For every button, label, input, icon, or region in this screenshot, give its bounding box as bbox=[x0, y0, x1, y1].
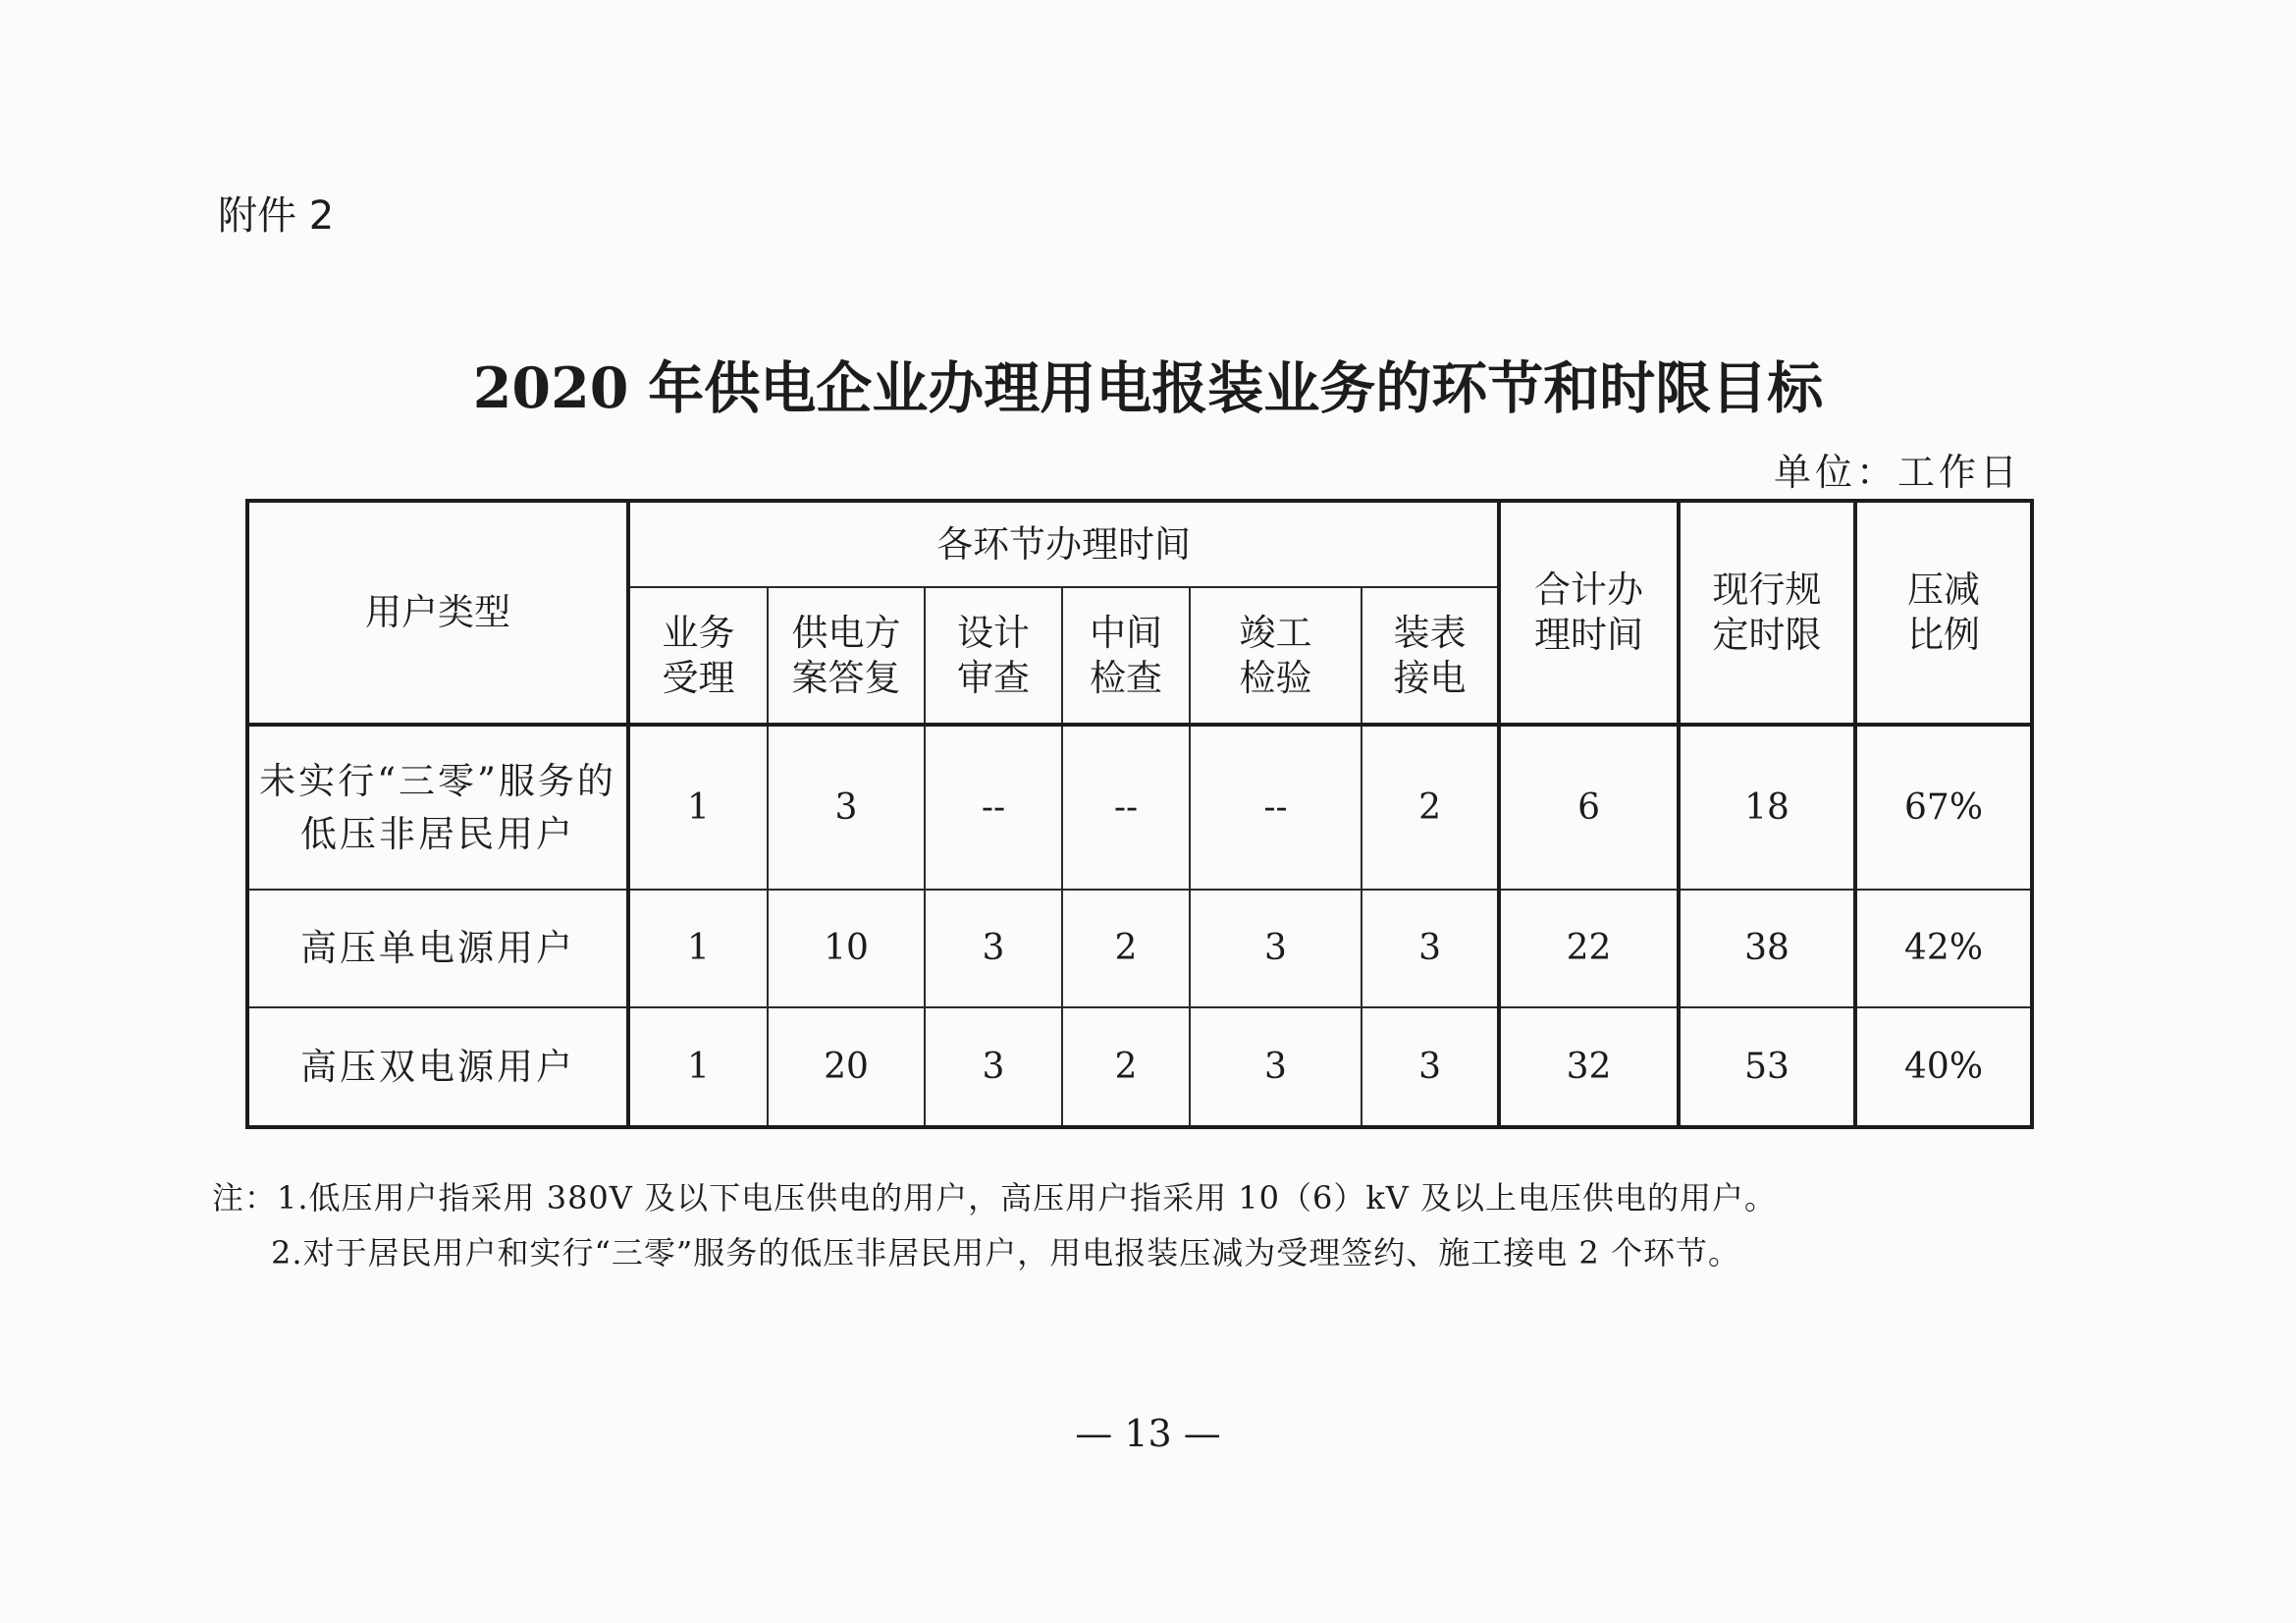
cell-reduction: 67% bbox=[1855, 725, 2032, 890]
header-regulation-line1: 现行规 bbox=[1712, 568, 1822, 611]
cell-regulation: 53 bbox=[1679, 1007, 1855, 1127]
header-step-acceptance-line1: 业务 bbox=[662, 611, 735, 654]
table-row bbox=[247, 725, 2032, 890]
cell-meter-connection: 3 bbox=[1362, 1007, 1499, 1127]
header-step-completion-inspection-line2: 检验 bbox=[1239, 656, 1312, 699]
table-row bbox=[247, 1007, 2032, 1127]
document-title: 2020 年供电企业办理用电报装业务的环节和时限目标 bbox=[472, 355, 1824, 421]
cell-total: 22 bbox=[1499, 890, 1679, 1007]
header-step-supply-plan-line1: 供电方 bbox=[791, 611, 901, 654]
cell-reduction: 42% bbox=[1855, 890, 2032, 1007]
header-step-completion-inspection bbox=[1190, 587, 1362, 725]
cell-acceptance: 1 bbox=[628, 725, 768, 890]
cell-design-review: 3 bbox=[925, 1007, 1062, 1127]
cell-regulation: 38 bbox=[1679, 890, 1855, 1007]
table-row bbox=[247, 890, 2032, 1007]
note-1: 注：1.低压用户指采用 380V 及以下电压供电的用户，高压用户指采用 10（6）kV 及以上电压供电的用户。 bbox=[212, 1179, 1777, 1217]
row-label bbox=[247, 725, 628, 890]
row-label-line1: 未实行“三零”服务的 bbox=[259, 759, 616, 802]
header-regulation-line2: 定时限 bbox=[1712, 614, 1822, 656]
cell-completion-inspection: 3 bbox=[1190, 1007, 1362, 1127]
cell-regulation: 18 bbox=[1679, 725, 1855, 890]
header-step-meter-connection-line1: 装表 bbox=[1393, 611, 1467, 654]
note-2: 2.对于居民用户和实行“三零”服务的低压非居民用户，用电报装压减为受理签约、施工接电 2 个环节。 bbox=[271, 1234, 1740, 1271]
header-step-supply-plan-line2: 案答复 bbox=[791, 656, 901, 699]
header-step-supply-plan bbox=[768, 587, 925, 725]
header-step-intermediate-check-line1: 中间 bbox=[1090, 611, 1162, 654]
header-steps-group: 各环节办理时间 bbox=[628, 501, 1499, 587]
header-reduction-line1: 压减 bbox=[1907, 568, 1981, 611]
cell-meter-connection: 2 bbox=[1362, 725, 1499, 890]
header-reduction-line2: 比例 bbox=[1907, 614, 1981, 656]
header-step-intermediate-check bbox=[1062, 587, 1190, 725]
cell-total: 6 bbox=[1499, 725, 1679, 890]
header-step-design-review-line2: 审查 bbox=[957, 656, 1030, 699]
unit-label: 单位：工作日 bbox=[1773, 451, 2021, 494]
cell-intermediate-check: 2 bbox=[1062, 1007, 1190, 1127]
cell-design-review: 3 bbox=[925, 890, 1062, 1007]
cell-design-review: -- bbox=[925, 725, 1062, 890]
page-number: — 13 — bbox=[1075, 1412, 1221, 1455]
header-step-meter-connection-line2: 接电 bbox=[1393, 656, 1467, 699]
cell-supply-plan: 10 bbox=[768, 890, 925, 1007]
header-step-intermediate-check-line2: 检查 bbox=[1090, 656, 1162, 699]
header-user-type: 用户类型 bbox=[247, 501, 628, 725]
header-total-line2: 理时间 bbox=[1534, 614, 1644, 656]
row-label: 高压单电源用户 bbox=[247, 890, 628, 1007]
header-step-completion-inspection-line1: 竣工 bbox=[1239, 611, 1312, 654]
row-label: 高压双电源用户 bbox=[247, 1007, 628, 1127]
header-row-1 bbox=[247, 501, 2032, 587]
row-label-line2: 低压非居民用户 bbox=[300, 812, 575, 855]
cell-completion-inspection: 3 bbox=[1190, 890, 1362, 1007]
notes bbox=[212, 1170, 1777, 1280]
cell-total: 32 bbox=[1499, 1007, 1679, 1127]
header-step-meter-connection bbox=[1362, 587, 1499, 725]
header-total-line1: 合计办 bbox=[1534, 568, 1644, 611]
header-total bbox=[1499, 501, 1679, 725]
header-step-acceptance-line2: 受理 bbox=[662, 656, 735, 699]
cell-intermediate-check: 2 bbox=[1062, 890, 1190, 1007]
cell-intermediate-check: -- bbox=[1062, 725, 1190, 890]
cell-meter-connection: 3 bbox=[1362, 890, 1499, 1007]
header-step-design-review-line1: 设计 bbox=[957, 611, 1030, 654]
header-reduction bbox=[1855, 501, 2032, 725]
cell-supply-plan: 20 bbox=[768, 1007, 925, 1127]
header-step-design-review bbox=[925, 587, 1062, 725]
cell-reduction: 40% bbox=[1855, 1007, 2032, 1127]
header-step-acceptance bbox=[628, 587, 768, 725]
cell-acceptance: 1 bbox=[628, 890, 768, 1007]
cell-supply-plan: 3 bbox=[768, 725, 925, 890]
cell-completion-inspection: -- bbox=[1190, 725, 1362, 890]
time-limit-table bbox=[245, 499, 2034, 1129]
header-regulation bbox=[1679, 501, 1855, 725]
annex-label: 附件 2 bbox=[218, 193, 335, 239]
cell-acceptance: 1 bbox=[628, 1007, 768, 1127]
